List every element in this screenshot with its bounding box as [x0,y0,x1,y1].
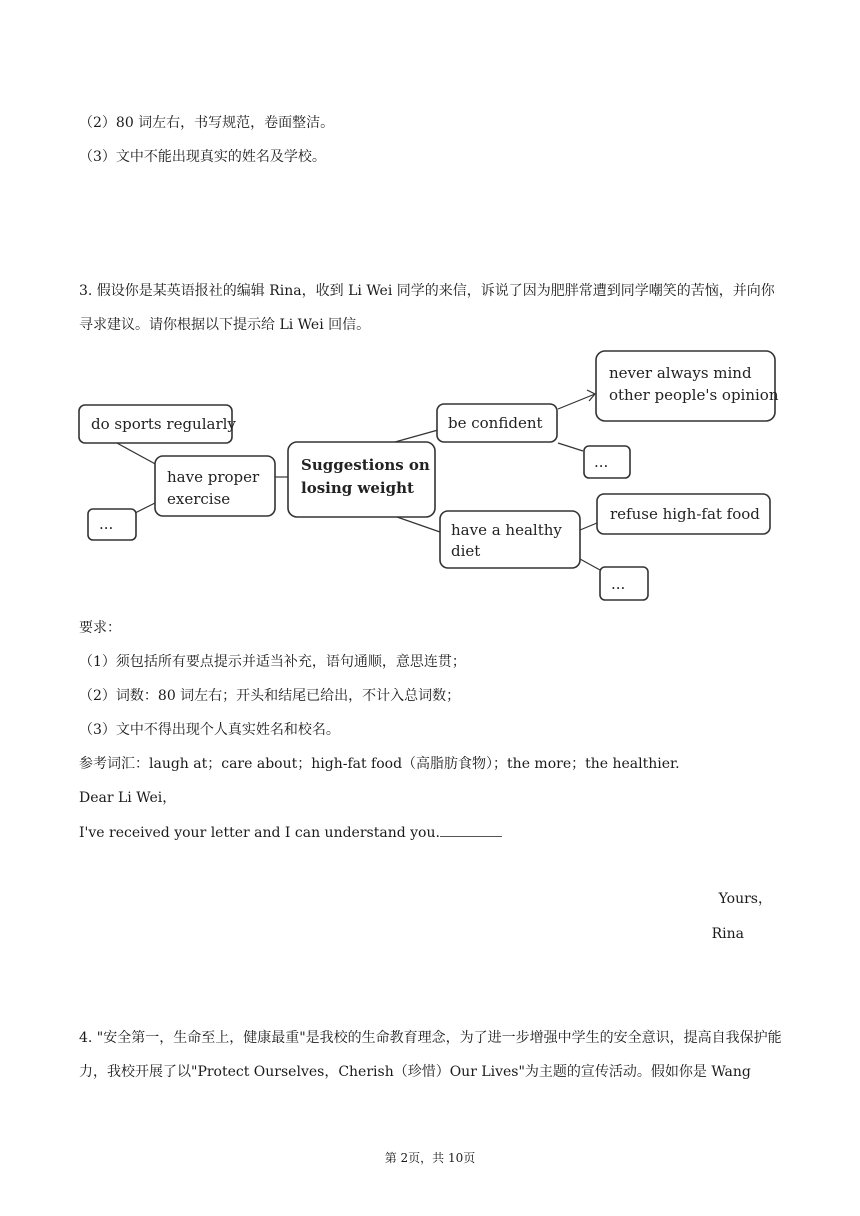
connector-opinion [558,394,595,409]
letter-opening-text: I've received your letter and I can understand you. [79,825,440,841]
letter-closing: Yours， [718,891,772,907]
letter-signature: Rina [711,926,744,942]
node-ellipsis-left-text: ... [99,515,114,533]
requirement-3: （3）文中不得出现个人真实姓名和校名。 [79,722,340,738]
node-be-confident-text: be confident [448,414,543,432]
requirement-1: （1）须包括所有要点提示并适当补充，语句通顺，意思连贯； [79,654,466,670]
node-ellipsis-diet [600,567,648,600]
node-have-exercise [155,456,275,516]
question-3-intro: 3. 假设你是某英语报社的编辑 Rina，收到 Li Wei 同学的来信，诉说了因为肥胖常遭到同学嘲笑的苦恼，并向你寻求建议。请你根据以下提示给 Li Wei 回信。 [79,283,775,333]
node-diet-line1: have a healthy [451,521,562,539]
node-do-sports-text: do sports regularly [91,415,236,433]
connector-ellipsis-confident [558,443,583,451]
node-center-line2: losing weight [301,479,414,497]
node-exercise-line2: exercise [167,490,231,508]
connector-diet [397,517,440,532]
node-ellipsis-confident-text: ... [594,453,609,471]
node-diet-line2: diet [451,542,481,560]
requirements-title: 要求： [79,620,121,636]
node-exercise-line1: have proper [167,468,260,486]
connector-highfat [580,523,597,530]
node-ellipsis-left [88,509,136,540]
node-center-line1: Suggestions on [301,456,430,474]
node-ellipsis-confident [584,446,630,478]
node-be-confident [437,404,557,442]
letter-opening [79,822,502,843]
node-ellipsis-diet-text: ... [611,575,626,593]
node-do-sports [79,405,236,443]
connector-ellipsis-diet [580,559,600,570]
requirement-line-3: （3）文中不能出现真实的姓名及学校。 [79,149,326,165]
node-opinion-line2: other people's opinion [609,386,779,404]
page-footer: 第 2页，共 10页 [384,1151,476,1165]
node-opinion-line1: never always mind [609,364,752,382]
answer-blank[interactable] [440,822,502,837]
mind-map [75,345,785,607]
question-4-intro: 4. "安全第一，生命至上，健康最重"是我校的生命教育理念，为了进一步增强中学生的安全意识，提高自我保护能力，我校开展了以"Protect Ourselves，Cherish（珍惜）Our Lives"为主题的宣传活动。假如你是 Wang [79,1030,782,1080]
node-healthy-diet [440,511,580,568]
node-high-fat [597,494,770,534]
letter-salutation: Dear Li Wei， [79,790,177,806]
requirement-2: （2）词数：80 词左右；开头和结尾已给出，不计入总词数； [79,688,461,704]
node-center [288,442,435,517]
requirement-line-2: （2）80 词左右，书写规范，卷面整洁。 [79,115,335,131]
node-high-fat-text: refuse high-fat food [610,505,760,523]
vocabulary-line: 参考词汇：laugh at；care about；high-fat food（高脂肪食物）；the more；the healthier. [79,756,680,772]
connector-confident [395,430,438,442]
node-opinion [596,351,779,421]
